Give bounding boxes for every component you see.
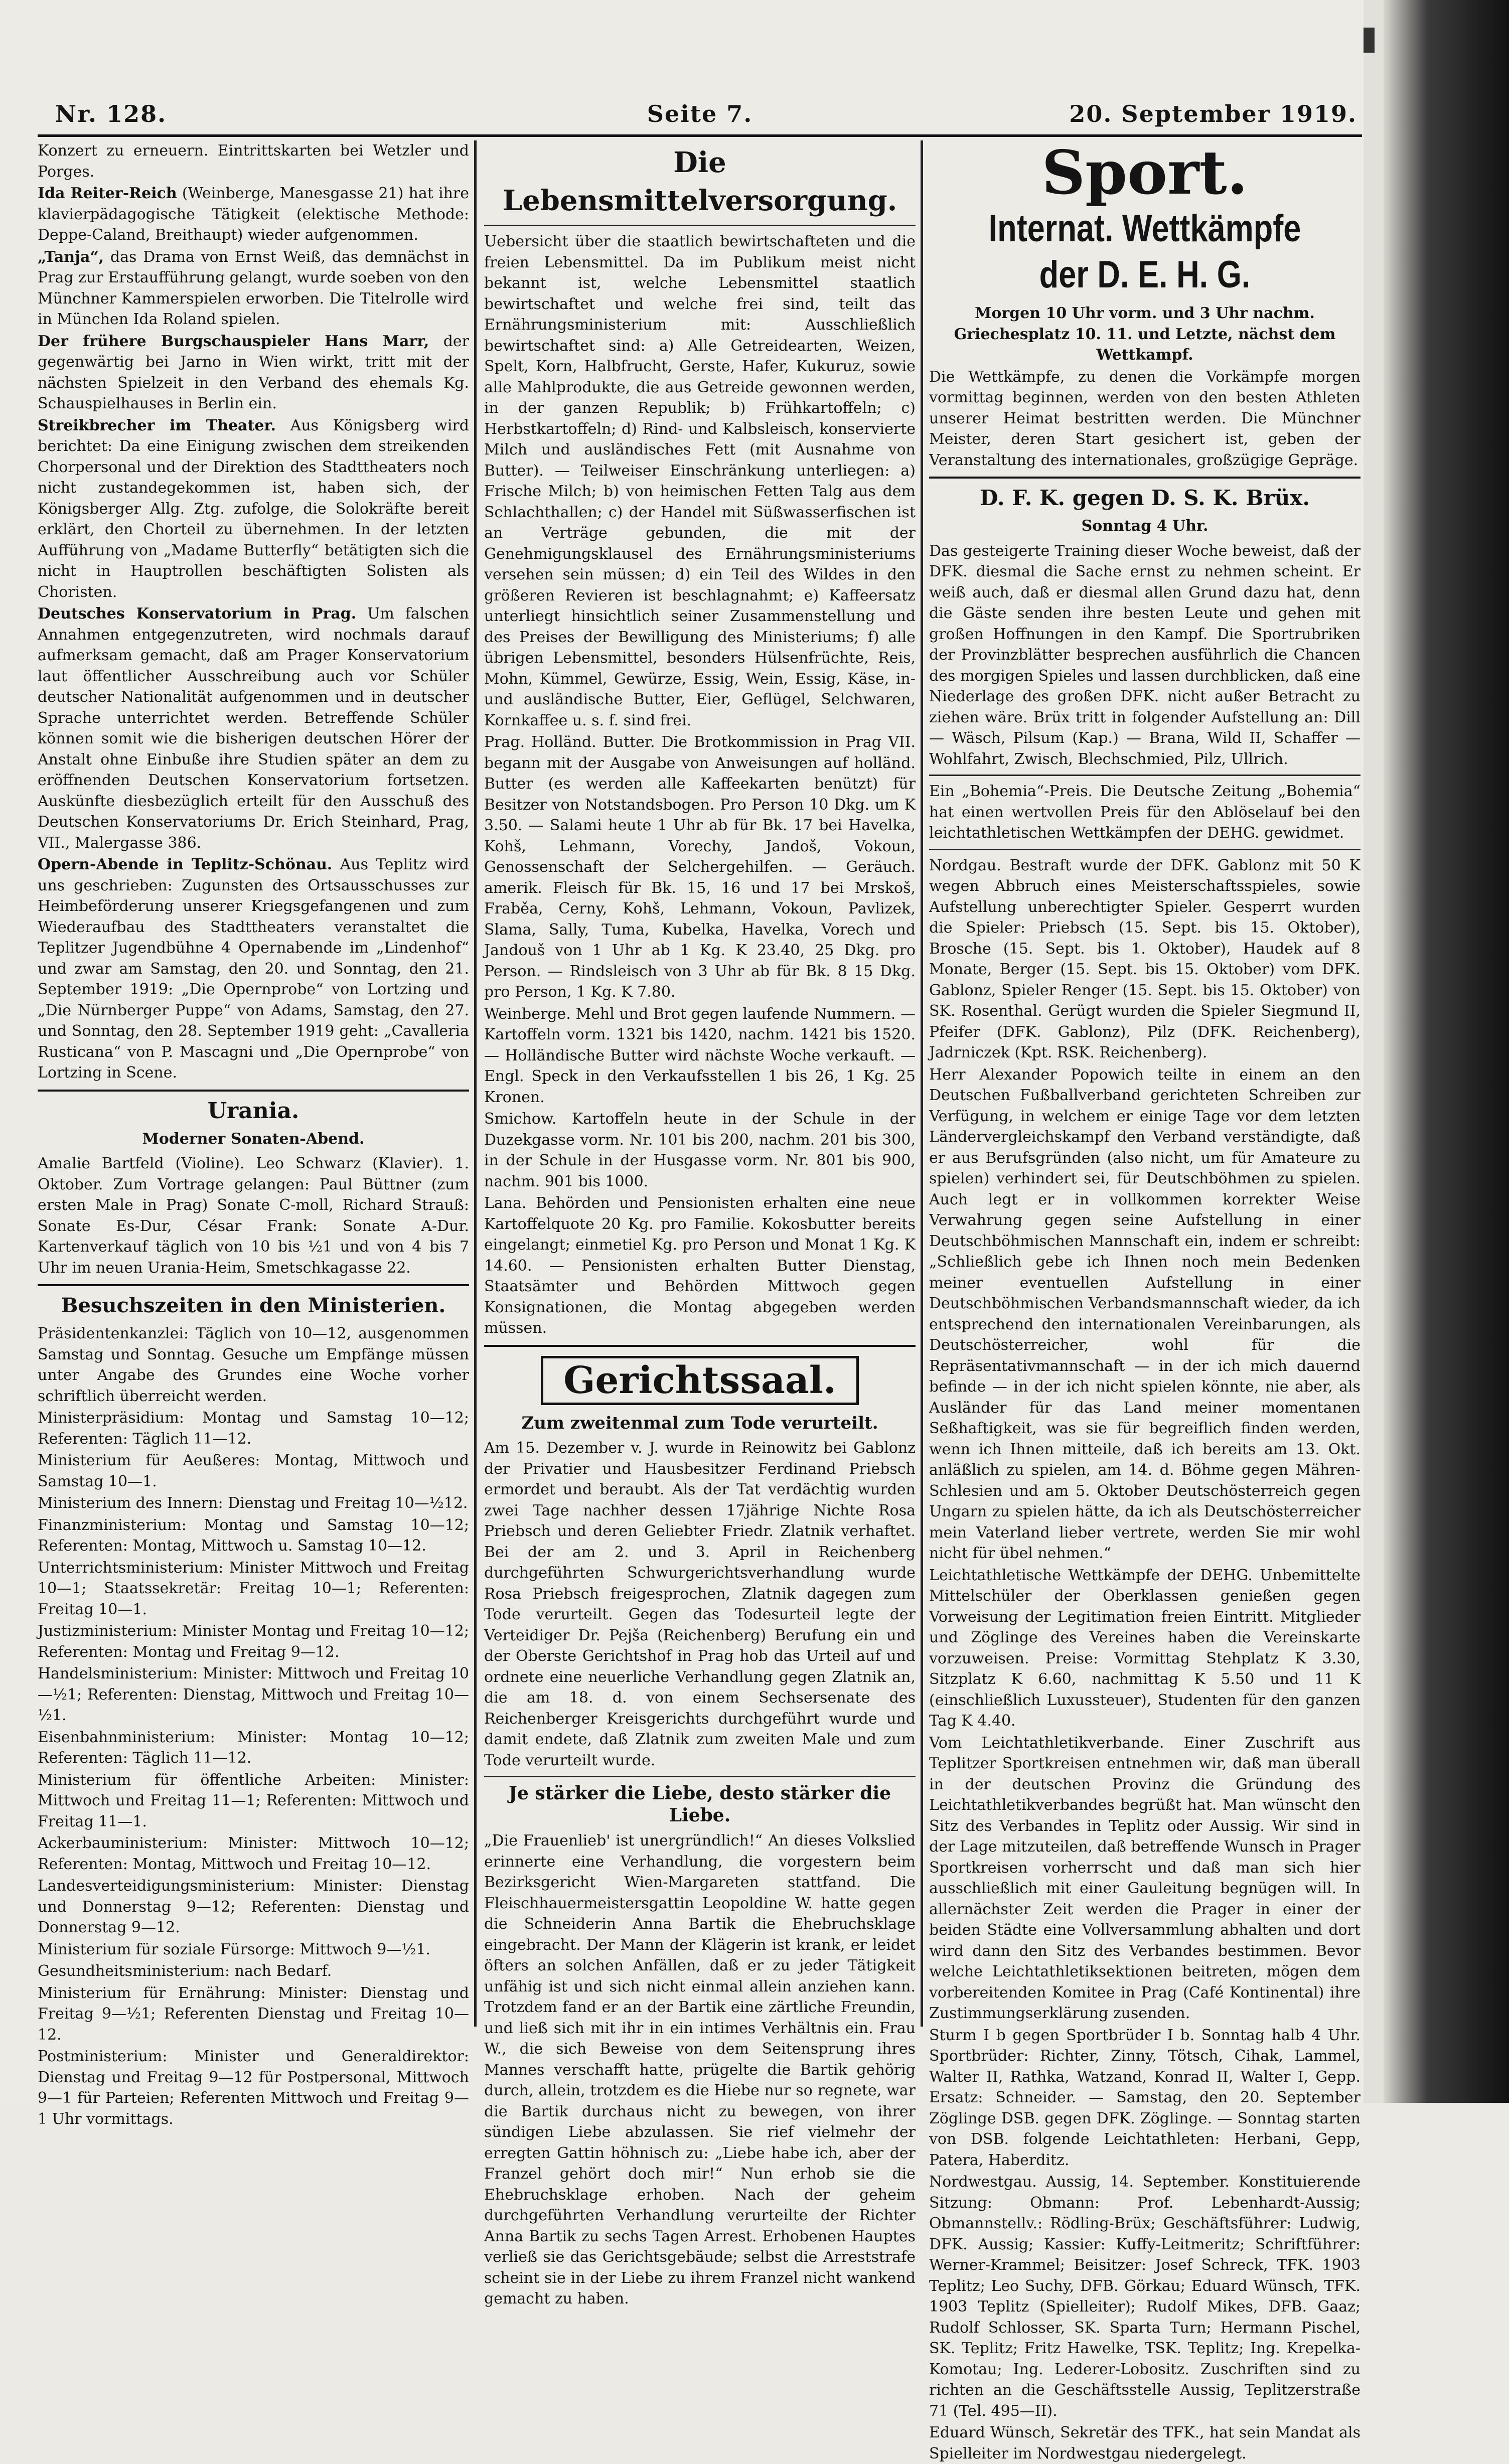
dehg-prices: Leichtathletische Wettkämpfe der DEHG. Unbemittelte Mittelschüler der Oberklassen genießen gegen Vorweisung der Legitimation freien Eintritt. Mitglieder und Zöglinge des Vereines haben die Vereinskarte vorzuweisen. Preise: Vormittag Stehplatz K 3.30, Sitzplatz K 6.60, nachmittag K 5.50 und 11 K (einschließlich Luxussteuer), Studenten für den ganzen Tag K 4.40. <box>929 1566 1361 1730</box>
gerichtssaal-title: Gerichtssaal. <box>541 1356 859 1405</box>
ministry-entry: Unterrichtsministerium: Minister Mittwoch und Freitag 10—1; Staatssekretär: Freitag 10—1; Referenten: Freitag 10—1. <box>38 1559 469 1618</box>
gerichtssaal-text: Am 15. Dezember v. J. wurde in Reinowitz bei Gablonz der Privatier und Hausbesitzer Ferdinand Priebsch ermordet und beraubt. Als der Tat verdächtig wurden zwei Tage nachher dessen 17jährige Nichte Rosa Priebsch und deren Geliebter Friedr. Zlatnik verhaftet. Bei der am 2. und 3. April in Reichenberg durchgeführten Schwurgerichtsverhandlung wurde Rosa Priebsch freigesprochen, Zlatnik dagegen zum Tode verurteilt. Gegen das Todesurteil legte der Verteidiger Dr. Pejša (Reichenberg) Berufung ein und der Oberste Gerichtshof in Prag hob das Urteil auf und ordnete eine neuerliche Verhandlung gegen Zlatnik an, die am 18. d. von einem Sechsersenate des Reichenberger Kreisgerichts durchgeführt wurde und damit endete, daß Zlatnik zum zweiten Male und zum Tode verurteilt wurde. <box>484 1439 916 1769</box>
gerichtssaal-subtitle: Zum zweitenmal zum Tode verurteilt. <box>521 1413 878 1433</box>
lebensmittel-title: Die Lebensmittelversorgung. <box>502 146 897 217</box>
nordwestgau: Nordwestgau. Aussig, 14. September. Konstituierende Sitzung: Obmann: Prof. Lebenhardt-Aussig; Obmannstellv.: Rödling-Brüx; Geschäftsführer: Ludwig, DFK. Aussig; Kassier: Kuffy-Leitmeritz; Schriftführer: Werner-Krammel; Beisitzer: Josef Schreck, TFK. 1903 Teplitz; Leo Suchy, DFB. Görkau; Eduard Wünsch, TFK. 1903 Teplitz (Spielleiter); Rudolf Mikes, DFB. Gaaz; Rudolf Schlosser, SK. Sparta Turn; Hermann Pischel, SK. Teplitz; Fritz Hawelke, TSK. Teplitz; Ing. Krepelka-Komotau; Ing. Lederer-Lobositz. Zuschriften sind zu richten an die Geschäftsstelle Aussig, Teplitzerstraße 71 (Tel. 495—II). <box>929 2173 1361 2420</box>
ministry-entry: Ministerpräsidium: Montag und Samstag 10—12; Referenten: Täglich 11—12. <box>38 1409 469 1448</box>
issue-date: 20. September 1919. <box>1069 100 1357 127</box>
lebensmittel-lana: Lana. Behörden und Pensionisten erhalten eine neue Kartoffelquote 20 Kg. pro Familie. Kokosbutter bereits eingelangt; einmetiel Kg. pro Person und Monat 1 Kg. K 14.60. — Pensionisten erhalten Butter Dienstag, Staatsämter und Behörden Mittwoch gegen Konsignationen, die Montag abgegeben werden müssen. <box>484 1194 916 1337</box>
column-1 <box>38 140 469 2128</box>
urania-text: Amalie Bartfeld (Violine). Leo Schwarz (Klavier). 1. Oktober. Zum Vortrage gelangen: Paul Büttner (zum ersten Male in Prag) Sonate C-moll, Richard Strauß: Sonate Es-Dur, César Frank: Sonate A-Dur. Kartenverkauf täglich von 10 bis ½1 und von 4 bis 7 Uhr im neuen Urania-Heim, Smetschkagasse 22. <box>38 1155 469 1277</box>
lebensmittel-smichow: Smichow. Kartoffeln heute in der Schule in der Duzekgasse vorm. Nr. 101 bis 200, nachm. 201 bis 300, in der Schule in der Husgasse vorm. Nr. 801 bis 900, nachm. 901 bis 1000. <box>484 1110 916 1190</box>
sport-title: Sport. <box>1041 137 1248 208</box>
ministry-entry: Ministerium für öffentliche Arbeiten: Minister: Mittwoch und Freitag 11—1; Referenten: Mittwoch und Freitag 11—1. <box>38 1771 469 1830</box>
ministry-entry: Landesverteidigungsministerium: Minister: Dienstag und Donnerstag 9—12; Referenten: Dienstag und Donnerstag 9—12. <box>38 1877 469 1936</box>
column-divider-1 <box>474 140 477 2027</box>
besuchszeiten-title: Besuchszeiten in den Ministerien. <box>61 1294 446 1317</box>
lebensmittel-overview: Uebersicht über die staatlich bewirtschafteten und die freien Lebensmittel. Da im Publikum meist nicht bekannt ist, welche Lebensmittel staatlich bewirtschaftet und welche frei sind, teilt das Ernährungsministerium mit: Ausschließlich bewirtschaftet sind: a) Alle Getreidearten, Weizen, Spelt, Korn, Halbfrucht, Gerste, Hafer, Kukuruz, sowie alle Mahlprodukte, die aus Getreide gewonnen werden, in der ganzen Republik; b) Frühkartoffeln; c) Herbstkartoffeln; d) Rind- und Kalbsleisch, konservierte Milch und ausländisches Fett (mit Ausnahme von Butter). — Teilweiser Einschränkung unterliegen: a) Frische Milch; b) von heimischen Fetten Talg aus dem Schlachthallen; c) der Handel mit Süßwasserfischen ist an Verträge gebunden, die mit der Genehmigungsklausel des Ernährungsministeriums versehen sein müssen; d) ein Teil des Wildes in den größeren Revieren ist beschlagnahmt; e) Kaffeersatz unterliegt hinsichtlich seiner Zusammenstellung und des Preises der Bewilligung des Ministeriums; f) alle übrigen Lebensmittel, besonders Hülsenfrüchte, Reis, Mohn, Kümmel, Gewürze, Essig, Wein, Essig, Käse, in- und ausländische Butter, Eier, Geflügel, Selchwaren, Kornkaffee u. s. f. sind frei. <box>484 233 916 729</box>
liebe-text: „Die Frauenlieb' ist unergründlich!“ An dieses Volkslied erinnerte eine Verhandlung, die vorgestern beim Bezirksgericht Wien-Margareten stattfand. Die Fleischhauermeistersgattin Leopoldine W. hatte gegen die Schneiderin Anna Bartik die Ehebruchsklage eingebracht. Der Mann der Klägerin ist krank, er leidet öfters an solchen Anfällen, daß er zu jeder Tätigkeit unfähig ist und sich nicht einmal allein anziehen kann. Trotzdem fand er an der Bartik eine zärtliche Freundin, und ließ sich mit ihr in ein intimes Verhältnis ein. Frau W., die sich Beweise von dem Seitensprung ihres Mannes verschafft hatte, prügelte die Bartik gehörig durch, allein, trotzdem es die Hiebe nur so regnete, war die Bartik durchaus nicht zu bewegen, von ihrer sündigen Liebe abzulassen. Sie rief vielmehr der erregten Gattin höhnisch zu: „Liebe habe ich, aber der Franzel gehört doch mir!“ Nun erhob sie die Ehebruchsklage erhoben. Nach der geheim durchgeführten Verhandlung verurteilte der Richter Anna Bartik zu sechs Tagen Arrest. Erhobenen Hauptes verließ sie das Gerichtsgebäude; selbst die Arreststrafe scheint sie in der Liebe zu ihrem Franzel nicht wankend gemacht zu haben. <box>484 1832 916 2307</box>
ministry-entry: Ministerium des Innern: Dienstag und Freitag 10—½12. <box>38 1494 468 1512</box>
dfk-match-time: Sonntag 4 Uhr. <box>1081 517 1209 535</box>
column-3 <box>929 137 1361 2462</box>
ministry-entry: Gesundheitsministerium: nach Bedarf. <box>38 1962 332 1980</box>
column-2 <box>484 140 916 2307</box>
nordgau-text: Nordgau. Bestraft wurde der DFK. Gablonz mit 50 K wegen Abbruch eines Meisterschaftsspieles, sowie Aufstellung unberechtigter Spieler. Gesperrt wurden die Spieler: Priebsch (15. Sept. bis 15. Oktober), Brosche (15. Sept. bis 1. Oktober), Haudek auf 8 Monate, Berger (15. Sept. bis 15. Oktober) vom DFK. Gablonz, Spieler Renger (15. Sept. bis 15. Oktober) von SK. Rosenthal. Gerügt wurden die Spieler Siegmund II, Pfeifer (DFK. Gablonz), Pilz (DFK. Reichenberg), Jadrniczek (Kpt. RSK. Reichenberg). <box>929 856 1361 1061</box>
ministry-entry: Präsidentenkanzlei: Täglich von 10—12, ausgenommen Samstag und Sonntag. Gesuche um Empfänge müssen unter Angabe des Grundes eine Woche vorher schriftlich überreicht werden. <box>38 1325 469 1405</box>
concert-text: Konzert zu erneuern. Eintrittskarten bei Wetzler und Porges. <box>38 142 469 181</box>
article-reiter: Ida Reiter-Reich (Weinberge, Manesgasse 21) hat ihre klavierpädagogische Tätigkeit (elektische Methode: Deppe-Caland, Breithaupt) wieder aufgenommen. <box>38 185 469 244</box>
dfk-match-title: D. F. K. gegen D. S. K. Brüx. <box>980 486 1310 510</box>
section-rule <box>484 1776 916 1777</box>
article-opernabende: Opern-Abende in Teplitz-Schönau. Aus Teplitz wird uns geschrieben: Zugunsten des Ortsausschusses zur Heimbeförderung unserer Kriegsgefangenen und zum Wiederaufbau des Stadttheaters veranstaltet die Teplitzer Jugendbühne 4 Opernabende im „Lindenhof“ und zwar am Samstag, den 20. und Sonntag, den 21. September 1919: „Die Opernprobe“ von Lortzing und „Die Nürnberger Puppe“ von Adams, Samstag, den 27. und Sonntag, den 28. September 1919 geht: „Cavalleria Rusticana“ von P. Mascagni und „Die Opernprobe“ von Lortzing in Scene. <box>38 856 469 1082</box>
ministry-entry: Eisenbahnministerium: Minister: Montag 10—12; Referenten: Täglich 11—12. <box>38 1728 469 1767</box>
scan-edge-dark <box>1384 0 1509 2103</box>
section-rule <box>38 1284 469 1286</box>
section-rule <box>929 477 1361 479</box>
ministry-entry: Postministerium: Minister und Generaldirektor: Dienstag und Freitag 9—12 für Postpersonal, Mittwoch 9—1 für Parteien; Referenten Mittwoch und Freitag 9—1 Uhr vormittags. <box>38 2048 469 2128</box>
header-rule <box>38 134 1362 137</box>
dfk-match-text: Das gesteigerte Training dieser Woche beweist, daß der DFK. diesmal die Sache ernst zu nehmen scheint. Er weiß auch, daß er diesmal allen Grund dazu hat, denn die Gäste senden ihre besten Leute und gehen mit großen Hoffnungen in den Kampf. Die Sportrubriken der Provinzblätter besprechen ausführlich die Chancen des morgigen Spieles und lassen durchblicken, daß eine Niederlage des großen DFK. nicht außer Betracht zu ziehen wäre. Brüx tritt in folgender Aufstellung an: Dill — Wäsch, Pilsum (Kap.) — Brana, Wild II, Schaffer — Wohlfahrt, Zwisch, Blechschmied, Pilz, Ullrich. <box>929 542 1361 768</box>
ministry-entry: Ministerium für Aeußeres: Montag, Mittwoch und Samstag 10—1. <box>38 1452 469 1490</box>
lebensmittel-weinberge: Weinberge. Mehl und Brot gegen laufende Nummern. — Kartoffeln vorm. 1321 bis 1420, nachm. 1421 bis 1520. — Holländische Butter wird nächste Woche verkauft. — Engl. Speck in den Verkaufsstellen 1 bis 26, 1 Kg. 25 Kronen. <box>484 1005 916 1106</box>
sturm-match: Sturm I b gegen Sportbrüder I b. Sonntag halb 4 Uhr. Sportbrüder: Richter, Zinny, Tötsch, Cihak, Lammel, Walter II, Rathka, Watzand, Konrad II, Walter I, Gepp. Ersatz: Schneider. — Samstag, den 20. September Zöglinge DSB. gegen DFK. Zöglinge. — Sonntag starten von DSB. folgende Leichtathleten: Herbani, Gepp, Patera, Haberditz. <box>929 2026 1361 2169</box>
ministry-entry: Finanzministerium: Montag und Samstag 10—12; Referenten: Montag, Mittwoch u. Samstag 10—12. <box>38 1516 469 1555</box>
sport-time: Morgen 10 Uhr vorm. und 3 Uhr nachm. Griechesplatz 10. 11. und Letzte, nächst dem Wettkampf. <box>954 304 1336 364</box>
scan-edge-light <box>1364 0 1384 2103</box>
urania-title: Urania. <box>207 1098 299 1124</box>
sport-subtitle: Internat. Wettkämpfe der D. E. H. G. <box>988 207 1301 296</box>
urania-subtitle: Moderner Sonaten-Abend. <box>142 1130 365 1148</box>
section-rule <box>929 775 1361 776</box>
liebe-title: Je stärker die Liebe, desto stärker die Liebe. <box>508 1783 891 1826</box>
ministry-entry: Justizministerium: Minister Montag und Freitag 10—12; Referenten: Montag und Freitag 9—12. <box>38 1622 469 1661</box>
ministry-entry: Ackerbauministerium: Minister: Mittwoch 10—12; Referenten: Montag, Mittwoch und Freitag 10—12. <box>38 1834 469 1873</box>
popowich-text: Herr Alexander Popowich teilte in einem an den Deutschen Fußballverband gerichteten Schreiben zur Verfügung, in welchem er einige Tage vor dem letzten Ländervergleichskampf den Verband verständigte, daß er aus Berufsgründen (also nicht, um für Amateure zu spielen) verhindert sei, für Deutschböhmen zu spielen. Auch legt er in vollkommen korrekter Weise Verwahrung gegen seine Aufstellung in einer Deutschböhmischen Mannschaft ein, indem er schreibt: „Schließlich gebe ich Ihnen noch mein Bedenken meiner eventuellen Aufstellung in einer Deutschböhmischen Verbandsmannschaft wieder, da ich entsprechend den internationalen Vereinbarungen, als Deutschösterreicher, wohl für die Repräsentativmannschaft — in der ich mich dauernd befinde — in der ich nicht spielen könnte, nie aber, als Ausländer für das Land meiner momentanen Seßhaftigkeit, was sie für begreiflich finden werden, wenn ich Ihnen mitteile, daß ich bereits am 13. Okt. anläßlich zu spielen, am 14. d. Böhme gegen Mähren-Schlesien und am 5. Oktober Deutschösterreich gegen Ungarn zu spielen hätte, da ich als Deutschösterreicher mein Vaterland lieber vertrete, werden Sie mir wohl nicht für übel nehmen.“ <box>929 1065 1361 1562</box>
column-divider-2 <box>921 140 923 2027</box>
bohemia-prize: Ein „Bohemia“-Preis. Die Deutsche Zeitung „Bohemia“ hat einen wertvollen Preis für den Ablöselauf bei den leichtathletischen Wettkämpfen der DEHG. gewidmet. <box>929 783 1361 842</box>
issue-number: Nr. 128. <box>55 100 167 127</box>
ministry-entry: Ministerium für Ernährung: Minister: Dienstag und Freitag 9—½1; Referenten Dienstag und Freitag 10—12. <box>38 1984 469 2044</box>
section-rule <box>38 1090 469 1092</box>
lebensmittel-prag: Prag. Holländ. Butter. Die Brotkommission in Prag VII. begann mit der Ausgabe von Anweisungen auf holländ. Butter (es werden alle Kaffeekarten benützt) für Besitzer von Notstandsbogen. Pro Person 10 Dkg. um K 3.50. — Salami heute 1 Uhr ab für Bk. 17 bei Havelka, Kohš, Lehmann, Vorechy, Jandoš, Vokoun, Genossenschaft der Selchergehilfen. — Geräuch. amerik. Fleisch für Bk. 15, 16 und 17 bei Mrskoš, Fraběa, Cerny, Kohš, Lehmann, Vokoun, Pavlizek, Slama, Sally, Tuma, Kubelka, Havelka, Vorech und Jandouš von 1 Uhr ab 1 Kg. K 23.40, 25 Dkg. pro Person. — Rindsleisch von 3 Uhr ab für Bk. 8 15 Dkg. pro Person, 1 Kg. K 7.80. <box>484 733 916 1001</box>
article-tanja: „Tanja“, das Drama von Ernst Weiß, das demnächst in Prag zur Erstaufführung gelangt, wurde soeben von den Münchner Kammerspielen erworben. Die Titelrolle wird in München Ida Roland spielen. <box>38 248 469 328</box>
title-rule <box>484 225 916 226</box>
section-rule <box>484 1345 916 1347</box>
article-streikbrecher: Streikbrecher im Theater. Aus Königsberg wird berichtet: Da eine Einigung zwischen dem streikenden Chorpersonal und der Direktion des Stadttheaters noch nicht zustandegekommen ist, haben sich, der Königsberger Allg. Ztg. zufolge, die Solokräfte bereit erklärt, den Chorteil zu übernehmen. In der letzten Aufführung von „Madame Butterfly“ betätigten sich die nicht in Hauptrollen beschäftigten Solisten als Choristen. <box>38 416 469 601</box>
leichtathletik-verband: Vom Leichtathletikverbande. Einer Zuschrift aus Teplitzer Sportkreisen entnehmen wir, daß man überall in der deutschen Provinz die Gründung des Leichtathletikverbandes begrüßt hat. Man wünscht den Sitz des Verbandes in Teplitz oder Aussig. Wir sind in der Lage mitzuteilen, daß betreffende Wunsch in Prager Sportkreisen vorherrscht und daß man sich hier ausschließlich mit einer Gauleitung begnügen will. In allernächster Zeit werden die Prager in einer der beiden Städte eine Vollversammlung abhalten und dort wird dann den Sitz des Verbandes bestimmen. Bevor welche Leichtathletiksektionen beitreten, mögen dem vorbereitenden Komitee in Prag (Café Kontinental) ihre Zustimmungserklärung zusenden. <box>929 1734 1361 2022</box>
page-header <box>43 100 1357 135</box>
section-rule <box>929 849 1361 850</box>
article-marr: Der frühere Burgschauspieler Hans Marr, der gegenwärtig bei Jarno in Wien wirkt, tritt mit der nächsten Spielzeit in den Verband des ehemals Kg. Schauspielhauses in Berlin ein. <box>38 332 469 412</box>
wuensch-note: Eduard Wünsch, Sekretär des TFK., hat sein Mandat als Spielleiter im Nordwestgau niedergelegt. <box>929 2424 1361 2462</box>
page-number: Seite 7. <box>647 100 753 127</box>
sport-intro: Die Wettkämpfe, zu denen die Vorkämpfe morgen vormittag beginnen, werden von den besten Athleten unserer Heimat bestritten werden. Die Münchner Meister, deren Start gesichert ist, geben der Veranstaltung des internationales, großzügige Gepräge. <box>929 368 1361 469</box>
gerichtssaal-header <box>484 1353 916 1408</box>
scan-mark <box>1364 28 1375 53</box>
ministry-entry: Handelsministerium: Minister: Mittwoch und Freitag 10—½1; Referenten: Dienstag, Mittwoch und Freitag 10—½1. <box>38 1665 469 1724</box>
ministry-entry: Ministerium für soziale Fürsorge: Mittwoch 9—½1. <box>38 1940 431 1958</box>
article-konservatorium: Deutsches Konservatorium in Prag. Um falschen Annahmen entgegenzutreten, wird nochmals darauf aufmerksam gemacht, daß am Prager Konservatorium laut öffentlicher Ausschreibung auch vor Schüler deutscher Nationalität aufgenommen und in deutscher Sprache unterrichtet werden. Betreffende Schüler können somit wie die bisherigen deutschen Hörer der Anstalt ohne Einbuße ihre Studien später an dem zu eröffnenden Deutschen Konservatorium fortsetzen. Auskünfte diesbezüglich erteilt für den Ausschuß des Deutschen Konservatoriums Dr. Erich Steinhard, Prag, VII., Malergasse 386. <box>38 605 469 852</box>
